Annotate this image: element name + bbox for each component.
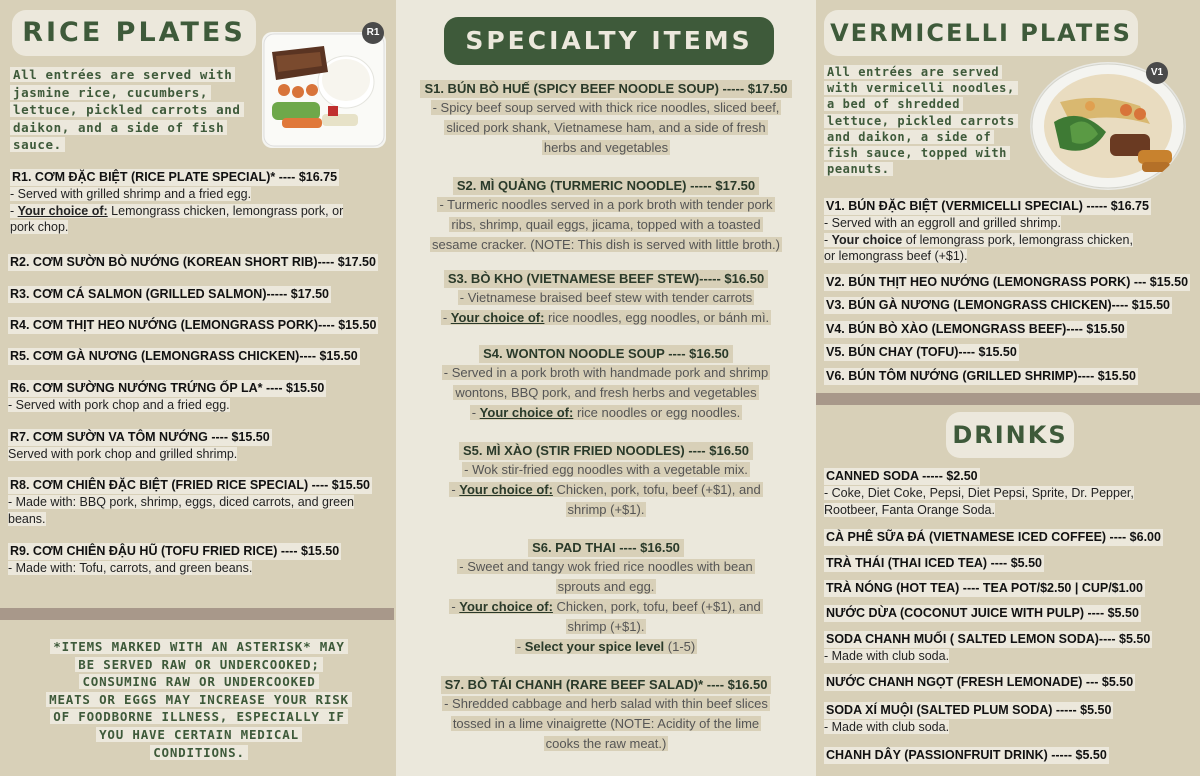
- menu-item-v2: [824, 273, 1190, 291]
- item-name: V3. BÚN GÀ NƯƠNG (LEMONGRASS CHICKEN)---- $15.50: [826, 298, 1170, 312]
- drink-salted-plum-soda: SODA XÍ MUỘI (SALTED PLUM SODA) ----- $5.50 - Made with club soda.: [824, 703, 1112, 734]
- raw-food-warning: *ITEMS MARKED WITH AN ASTERISK* MAY BE SERVED RAW OR UNDERCOOKED; CONSUMING RAW OR UNDERCOOKED MEATS OR EGGS MAY INCREASE YOUR RISK OF FOODBORNE ILLNESS, ESPECIALLY IF YOU HAVE CERTAIN MEDICAL CONDITIONS.: [14, 638, 384, 761]
- menu-item-r7: R7. CƠM SƯỜN VA TÔM NƯỚNG ---- $15.50 Served with pork chop and grilled shrimp.: [8, 430, 270, 461]
- rice-plates-column: [0, 0, 396, 776]
- menu-item-v6: [824, 367, 1138, 385]
- menu-item-v5: [824, 343, 1019, 361]
- menu-item-r2: [8, 253, 378, 271]
- item-name: V5. BÚN CHAY (TOFU)---- $15.50: [826, 345, 1017, 359]
- menu-item-s4: S4. WONTON NOODLE SOUP ---- $16.50 - Served in a pork broth with handmade pork and shrimp wontons, BBQ pork, and fresh herbs and vegetables - Your choice of: rice noodles or egg noodles.: [443, 346, 769, 420]
- menu-item-r3: [8, 285, 331, 303]
- divider: [0, 608, 394, 620]
- item-name: S3. BÒ KHO (VIETNAMESE BEEF STEW)----- $16.50: [444, 270, 768, 288]
- item-name: R9. CƠM CHIÊN ĐẬU HŨ (TOFU FRIED RICE) ---- $15.50: [10, 544, 340, 558]
- item-name: V1. BÚN ĐẶC BIỆT (VERMICELLI SPECIAL) ----- $16.75: [826, 199, 1149, 213]
- menu-item-s5: S5. MÌ XÀO (STIR FRIED NOODLES) ---- $16.50 - Wok stir-fried egg noodles with a vegetable mix. - Your choice of: Chicken, pork, tofu, beef (+$1), and shrimp (+$1).: [451, 443, 761, 517]
- item-name: R3. CƠM CÁ SALMON (GRILLED SALMON)----- $17.50: [10, 287, 330, 301]
- drink-hot-tea: [824, 579, 1145, 597]
- item-name: NƯỚC CHANH NGỌT (FRESH LEMONADE) --- $5.50: [826, 675, 1134, 689]
- item-name: CHANH DÂY (PASSIONFRUIT DRINK) ----- $5.50: [826, 748, 1107, 762]
- item-name: R4. CƠM THỊT HEO NƯỚNG (LEMONGRASS PORK)---- $15.50: [10, 318, 377, 332]
- item-name: V2. BÚN THỊT HEO NƯỚNG (LEMONGRASS PORK) --- $15.50: [826, 275, 1189, 289]
- item-name: S7. BÒ TÁI CHANH (RARE BEEF SALAD)* ---- $16.50: [441, 676, 772, 694]
- menu-item-s2: S2. MÌ QUẢNG (TURMERIC NOODLE) ----- $17.50 - Turmeric noodles served in a pork broth with tender pork ribs, shrimp, quail eggs, jicama, topped with a toasted sesame cracker. (NOTE: This dish is served with little broth.): [432, 178, 780, 252]
- menu-item-s7: S7. BÒ TÁI CHANH (RARE BEEF SALAD)* ---- $16.50 - Shredded cabbage and herb salad with thin beef slices tossed in a lime vinaigrette (NOTE: Acidity of the lime cooks the raw meat.): [404, 676, 808, 754]
- item-name: V6. BÚN TÔM NƯỚNG (GRILLED SHRIMP)---- $15.50: [826, 369, 1136, 383]
- menu-item-s1: S1. BÚN BÒ HUẾ (SPICY BEEF NOODLE SOUP) ----- $17.50 - Spicy beef soup served with thick rice noodles, sliced beef, sliced pork shank, Vietnamese ham, and a side of fresh herbs and vegetables: [404, 80, 808, 158]
- rice-plates-title: RICE PLATES: [12, 10, 256, 56]
- menu-item-s3: S3. BÒ KHO (VIETNAMESE BEEF STEW)----- $16.50 - Vietnamese braised beef stew with tender carrots - Your choice of: rice noodles, egg noodles, or bánh mì.: [442, 271, 770, 325]
- item-name: S1. BÚN BÒ HUẾ (SPICY BEEF NOODLE SOUP) ----- $17.50: [420, 80, 791, 98]
- rice-plate-illustration: [262, 32, 386, 148]
- menu-item-v4: [824, 320, 1127, 338]
- drink-thai-tea: [824, 554, 1044, 572]
- item-name: R1. CƠM ĐẶC BIỆT (RICE PLATE SPECIAL)* ---- $16.75: [12, 170, 338, 184]
- item-name: SODA CHANH MUỐI ( SALTED LEMON SODA)---- $5.50: [826, 632, 1151, 646]
- vermicelli-drinks-column: [816, 0, 1200, 776]
- item-name: NƯỚC DỪA (COCONUT JUICE WITH PULP) ---- $5.50: [826, 606, 1139, 620]
- v1-tag: V1: [1146, 62, 1168, 84]
- drink-iced-coffee: [824, 528, 1163, 546]
- menu-item-v1: V1. BÚN ĐẶC BIỆT (VERMICELLI SPECIAL) ----- $16.75 - Served with an eggroll and grilled shrimp. - Your choice of lemongrass pork, lemongrass chicken, or lemongrass beef (+$1).: [824, 199, 1149, 264]
- divider: [816, 393, 1200, 405]
- item-name: R2. CƠM SƯỜN BÒ NƯỚNG (KOREAN SHORT RIB)---- $17.50: [10, 255, 376, 269]
- menu-item-v3: [824, 296, 1172, 314]
- item-name: R7. CƠM SƯỜN VA TÔM NƯỚNG ---- $15.50: [10, 430, 270, 444]
- rice-intro: All entrées are served with jasmine rice, cucumbers, lettuce, pickled carrots and daikon, and a side of fish sauce.: [10, 66, 260, 154]
- menu-item-r5: [8, 347, 360, 365]
- menu-item-r8: R8. CƠM CHIÊN ĐẶC BIỆT (FRIED RICE SPECIAL) ---- $15.50 - Made with: BBQ pork, shrimp, eggs, diced carrots, and green beans.: [8, 478, 371, 526]
- drinks-title: DRINKS: [946, 412, 1074, 458]
- item-name: S6. PAD THAI ---- $16.50: [528, 539, 684, 557]
- item-name: SODA XÍ MUỘI (SALTED PLUM SODA) ----- $5.50: [826, 703, 1112, 717]
- item-name: TRÀ NÓNG (HOT TEA) ---- TEA POT/$2.50 | CUP/$1.00: [826, 581, 1143, 595]
- rice-plate-photo: [262, 32, 386, 148]
- item-name: R5. CƠM GÀ NƯƠNG (LEMONGRASS CHICKEN)---- $15.50: [10, 349, 358, 363]
- drink-salted-lemon-soda: SODA CHANH MUỐI ( SALTED LEMON SODA)---- $5.50 - Made with club soda.: [824, 632, 1151, 663]
- menu-item-r4: [8, 316, 378, 334]
- specialty-items-title: SPECIALTY ITEMS: [444, 17, 774, 65]
- item-name: TRÀ THÁI (THAI ICED TEA) ---- $5.50: [826, 556, 1042, 570]
- vermicelli-intro: All entrées are served with vermicelli noodles, a bed of shredded lettuce, pickled carrots and daikon, a side of fish sauce, topped with peanuts.: [824, 64, 1030, 177]
- item-name: R6. CƠM SƯỜNG NƯỚNG TRỨNG ỐP LA* ---- $15.50: [10, 381, 325, 395]
- drink-coconut-juice: [824, 604, 1141, 622]
- drink-passionfruit: [824, 746, 1109, 764]
- item-name: S4. WONTON NOODLE SOUP ---- $16.50: [479, 345, 733, 363]
- menu-item-r6: R6. CƠM SƯỜNG NƯỚNG TRỨNG ỐP LA* ---- $15.50 - Served with pork chop and a fried egg.: [8, 381, 325, 412]
- item-name: R8. CƠM CHIÊN ĐẶC BIỆT (FRIED RICE SPECIAL) ---- $15.50: [10, 478, 371, 492]
- vermicelli-plates-title: VERMICELLI PLATES: [824, 10, 1138, 56]
- drink-fresh-lemonade: [824, 673, 1135, 691]
- drink-canned-soda: CANNED SODA ----- $2.50 - Coke, Diet Coke, Pepsi, Diet Pepsi, Sprite, Dr. Pepper, Rootbeer, Fanta Orange Soda.: [824, 469, 1134, 517]
- item-name: S5. MÌ XÀO (STIR FRIED NOODLES) ---- $16.50: [459, 442, 753, 460]
- menu-item-r9: R9. CƠM CHIÊN ĐẬU HŨ (TOFU FRIED RICE) ---- $15.50 - Made with: Tofu, carrots, and green beans.: [8, 544, 340, 575]
- r1-tag: R1: [362, 22, 384, 44]
- specialty-items-column: [396, 0, 816, 776]
- item-name: V4. BÚN BÒ XÀO (LEMONGRASS BEEF)---- $15.50: [826, 322, 1125, 336]
- item-name: S2. MÌ QUẢNG (TURMERIC NOODLE) ----- $17.50: [453, 177, 759, 195]
- item-name: CANNED SODA ----- $2.50: [826, 469, 978, 483]
- item-name: CÀ PHÊ SỮA ĐÁ (VIETNAMESE ICED COFFEE) ---- $6.00: [826, 530, 1161, 544]
- menu-item-r1: R1. CƠM ĐẶC BIỆT (RICE PLATE SPECIAL)* ---- $16.75 - Served with grilled shrimp and a fried egg. - Your choice of: Lemongrass chicken, lemongrass pork, or pork chop.: [10, 170, 344, 235]
- menu-item-s6: S6. PAD THAI ---- $16.50 - Sweet and tangy wok fried rice noodles with bean sprouts and egg. - Your choice of: Chicken, pork, tofu, beef (+$1), and shrimp (+$1). - Select your spice level (1-5): [451, 540, 761, 654]
